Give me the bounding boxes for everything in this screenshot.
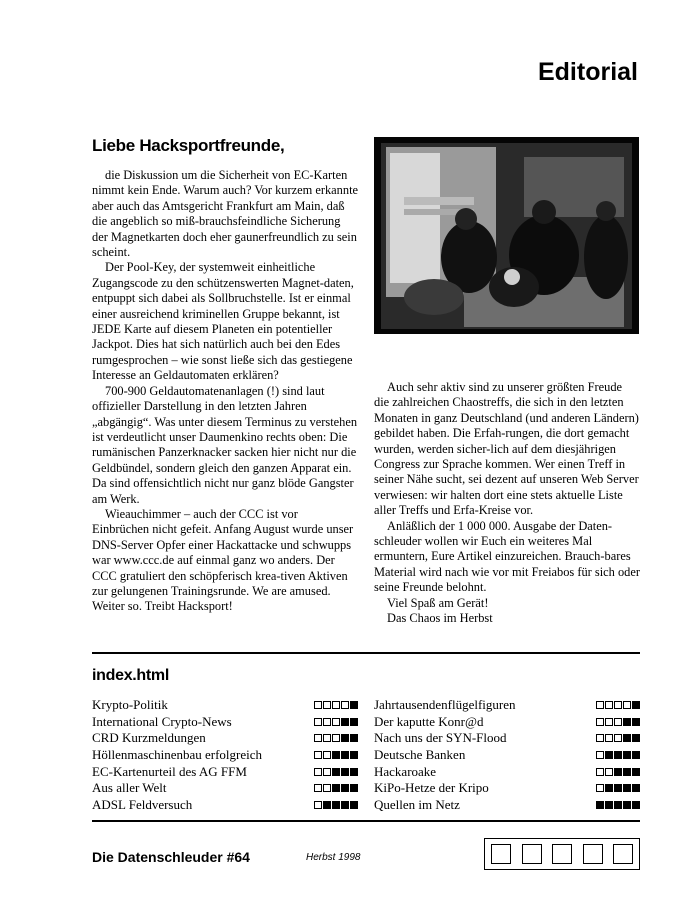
filled-square-icon bbox=[623, 751, 631, 759]
filled-square-icon bbox=[632, 768, 640, 776]
empty-square-icon bbox=[596, 718, 604, 726]
filled-square-icon bbox=[341, 768, 349, 776]
index-item-label: International Crypto-News bbox=[92, 713, 232, 729]
rating-squares bbox=[596, 751, 640, 759]
filled-square-icon bbox=[332, 751, 340, 759]
index-item[interactable] bbox=[374, 780, 640, 797]
filled-square-icon bbox=[623, 801, 631, 809]
filled-square-icon bbox=[614, 801, 622, 809]
index-item-label: KiPo-Hetze der Kripo bbox=[374, 780, 489, 796]
empty-square-icon bbox=[323, 768, 331, 776]
index-item-label: Krypto-Politik bbox=[92, 697, 168, 713]
filled-square-icon bbox=[614, 768, 622, 776]
empty-square-icon bbox=[596, 751, 604, 759]
filled-square-icon bbox=[350, 801, 358, 809]
filled-square-icon bbox=[614, 751, 622, 759]
index-item[interactable] bbox=[92, 780, 358, 797]
empty-square-icon bbox=[614, 718, 622, 726]
filled-square-icon bbox=[605, 801, 613, 809]
rating-squares bbox=[596, 718, 640, 726]
index-item-label: ADSL Feldversuch bbox=[92, 796, 193, 812]
rating-squares bbox=[596, 768, 640, 776]
rating-squares bbox=[314, 701, 358, 709]
paragraph: Anläßlich der 1 000 000. Ausgabe der Daten-schleuder wollen wir Euch ein weiteres Mal ermuntern, Eure Artikel einzureichen. Brauch-bares Material wird nach wie vor mit Freiabos für sich oder seine Freunde belohnt. bbox=[374, 518, 640, 595]
filled-square-icon bbox=[341, 718, 349, 726]
signature: Das Chaos im Herbst bbox=[387, 611, 493, 626]
rating-squares bbox=[314, 718, 358, 726]
index-title: index.html bbox=[92, 667, 170, 684]
index-item[interactable] bbox=[374, 763, 640, 780]
empty-square-icon bbox=[552, 844, 572, 864]
empty-square-icon bbox=[614, 734, 622, 742]
empty-square-icon bbox=[605, 718, 613, 726]
filled-square-icon bbox=[605, 751, 613, 759]
section-title: Editorial bbox=[537, 58, 638, 86]
empty-square-icon bbox=[583, 844, 603, 864]
empty-square-icon bbox=[613, 844, 633, 864]
empty-square-icon bbox=[332, 734, 340, 742]
empty-square-icon bbox=[314, 784, 322, 792]
empty-square-icon bbox=[596, 701, 604, 709]
index-item-label: Deutsche Banken bbox=[374, 747, 466, 763]
empty-square-icon bbox=[332, 701, 340, 709]
empty-square-icon bbox=[341, 701, 349, 709]
index-item-label: Quellen im Netz bbox=[374, 796, 460, 812]
article-heading: Liebe Hacksportfreunde, bbox=[92, 136, 285, 155]
filled-square-icon bbox=[350, 768, 358, 776]
empty-square-icon bbox=[596, 784, 604, 792]
magazine-issue-title: Die Datenschleuder #64 bbox=[92, 849, 250, 865]
article-column-left bbox=[92, 168, 358, 615]
empty-square-icon bbox=[314, 801, 322, 809]
empty-square-icon bbox=[605, 734, 613, 742]
paragraph: 700-900 Geldautomatenanlagen (!) sind laut offizieller Darstellung in den letzten Jahren „abgängig“. Was unter diesem Terminus zu verstehen ist verdeutlicht unser Daumenkino rechts oben: Die rumänischen Panzerknacker sacken hier nicht nur die Geldbündel, sondern gleich den ganzen Apparat ein. Da sind offensichtlich nicht nur ganz blöde Gangster am Werk. bbox=[92, 383, 358, 506]
rating-squares bbox=[314, 734, 358, 742]
index-list-right bbox=[374, 697, 640, 813]
empty-square-icon bbox=[491, 844, 511, 864]
filled-square-icon bbox=[623, 784, 631, 792]
empty-square-icon bbox=[314, 768, 322, 776]
filled-square-icon bbox=[632, 751, 640, 759]
empty-square-icon bbox=[596, 734, 604, 742]
index-item-label: Nach uns der SYN-Flood bbox=[374, 730, 507, 746]
empty-square-icon bbox=[323, 701, 331, 709]
empty-square-icon bbox=[323, 734, 331, 742]
index-item[interactable] bbox=[374, 714, 640, 731]
empty-square-icon bbox=[605, 768, 613, 776]
empty-square-icon bbox=[332, 718, 340, 726]
filled-square-icon bbox=[332, 801, 340, 809]
index-item[interactable] bbox=[92, 730, 358, 747]
rating-squares bbox=[314, 768, 358, 776]
filled-square-icon bbox=[632, 701, 640, 709]
index-item-label: Aus aller Welt bbox=[92, 780, 167, 796]
filled-square-icon bbox=[350, 751, 358, 759]
filled-square-icon bbox=[614, 784, 622, 792]
footer-divider bbox=[92, 820, 640, 822]
index-item[interactable] bbox=[92, 697, 358, 714]
empty-square-icon bbox=[605, 701, 613, 709]
paragraph: Wieauchimmer – auch der CCC ist vor Einbrüchen nicht gefeit. Anfang August wurde unser DNS-Server Opfer einer Hackattacke und schwupps war www.ccc.de auf einmal ganz wo anders. Der CCC gratuliert den schöpferisch krea-tiven Aktiven zur gelungenen Trainingsrunde. We are amused. Weiter so. Treibt Hacksport! bbox=[92, 506, 354, 614]
index-item-label: Hackaroake bbox=[374, 763, 437, 779]
index-item[interactable] bbox=[374, 797, 640, 814]
filled-square-icon bbox=[605, 784, 613, 792]
index-item[interactable] bbox=[92, 747, 358, 764]
index-item[interactable] bbox=[92, 797, 358, 814]
paragraph: Auch sehr aktiv sind zu unserer größten Freude die zahlreichen Chaostreffs, die sich in den letzten Monaten in ganz Deutschland (und anderen Ländern) gebildet haben. Die Erfah-rungen, die dort gemacht wurden, werden sicher-lich auf dem diesjährigen Congress zur Sprache kommen. Wer einen Treff in seiner Nähe sucht, sei dezent auf unseren Web Server verwiesen: wir halten dort eine stets aktuelle Liste aller Treffs und Erfa-Kreise vor. bbox=[374, 380, 639, 518]
rating-squares bbox=[314, 751, 358, 759]
paragraph: Der Pool-Key, der systemweit einheitliche Zugangscode zu den schützenswerten Magnet-daten, entpuppt sich dabei als Sollbruchstelle. Ist er einmal einer ausreichend kriminellen Gruppe bekannt, ist JEDE Karte auf diesem Planeten ein potentieller Jackpot. Dies hat sich natürlich auch bei den Edes rumgesprochen – wie sonst ließe sich das gestiegene Interesse an Geldautomaten erklären? bbox=[92, 260, 354, 383]
filled-square-icon bbox=[350, 701, 358, 709]
index-item-label: Der kaputte Konr@d bbox=[374, 713, 484, 729]
index-item[interactable] bbox=[374, 697, 640, 714]
empty-square-icon bbox=[623, 701, 631, 709]
index-item[interactable] bbox=[92, 714, 358, 731]
empty-square-icon bbox=[314, 751, 322, 759]
filled-square-icon bbox=[623, 718, 631, 726]
filled-square-icon bbox=[341, 801, 349, 809]
filled-square-icon bbox=[623, 734, 631, 742]
filled-square-icon bbox=[332, 768, 340, 776]
filled-square-icon bbox=[341, 734, 349, 742]
filled-square-icon bbox=[350, 734, 358, 742]
empty-square-icon bbox=[596, 768, 604, 776]
index-item[interactable] bbox=[92, 763, 358, 780]
empty-square-icon bbox=[314, 734, 322, 742]
filled-square-icon bbox=[632, 784, 640, 792]
footer-box-row bbox=[484, 838, 640, 870]
index-item-label: CRD Kurzmeldungen bbox=[92, 730, 206, 746]
filled-square-icon bbox=[623, 768, 631, 776]
filled-square-icon bbox=[632, 734, 640, 742]
paragraph: Viel Spaß am Gerät! bbox=[387, 595, 489, 610]
filled-square-icon bbox=[341, 751, 349, 759]
rating-squares bbox=[314, 784, 358, 792]
index-item-label: Jahrtausendenflügelfiguren bbox=[374, 697, 516, 713]
empty-square-icon bbox=[614, 701, 622, 709]
article-column-right bbox=[374, 380, 640, 627]
rating-squares bbox=[314, 801, 358, 809]
rating-squares bbox=[596, 801, 640, 809]
filled-square-icon bbox=[632, 801, 640, 809]
filled-square-icon bbox=[596, 801, 604, 809]
empty-square-icon bbox=[314, 701, 322, 709]
filled-square-icon bbox=[350, 718, 358, 726]
empty-square-icon bbox=[522, 844, 542, 864]
issue-date: Herbst 1998 bbox=[306, 852, 361, 863]
filled-square-icon bbox=[341, 784, 349, 792]
index-item[interactable] bbox=[374, 747, 640, 764]
filled-square-icon bbox=[323, 801, 331, 809]
empty-square-icon bbox=[323, 718, 331, 726]
empty-square-icon bbox=[323, 751, 331, 759]
index-item[interactable] bbox=[374, 730, 640, 747]
rating-squares bbox=[596, 734, 640, 742]
empty-square-icon bbox=[314, 718, 322, 726]
section-divider bbox=[92, 652, 640, 654]
empty-square-icon bbox=[323, 784, 331, 792]
index-list-left bbox=[92, 697, 358, 813]
filled-square-icon bbox=[350, 784, 358, 792]
index-item-label: Höllenmaschinenbau erfolgreich bbox=[92, 747, 263, 763]
photo-illustration bbox=[374, 137, 639, 334]
filled-square-icon bbox=[332, 784, 340, 792]
paragraph: die Diskussion um die Sicherheit von EC-Karten nimmt kein Ende. Warum auch? Vor kurzem erkannte aber auch das Amtsgericht Frankfurt am Main, daß die angeblich so miß-brauchsfeindliche Sicherung der Magnetkarten doch eher gaunerfreundlich zu sein scheint. bbox=[92, 168, 359, 260]
index-item-label: EC-Kartenurteil des AG FFM bbox=[92, 763, 247, 779]
filled-square-icon bbox=[632, 718, 640, 726]
atm-robbery-photo bbox=[374, 137, 639, 334]
rating-squares bbox=[596, 701, 640, 709]
rating-squares bbox=[596, 784, 640, 792]
